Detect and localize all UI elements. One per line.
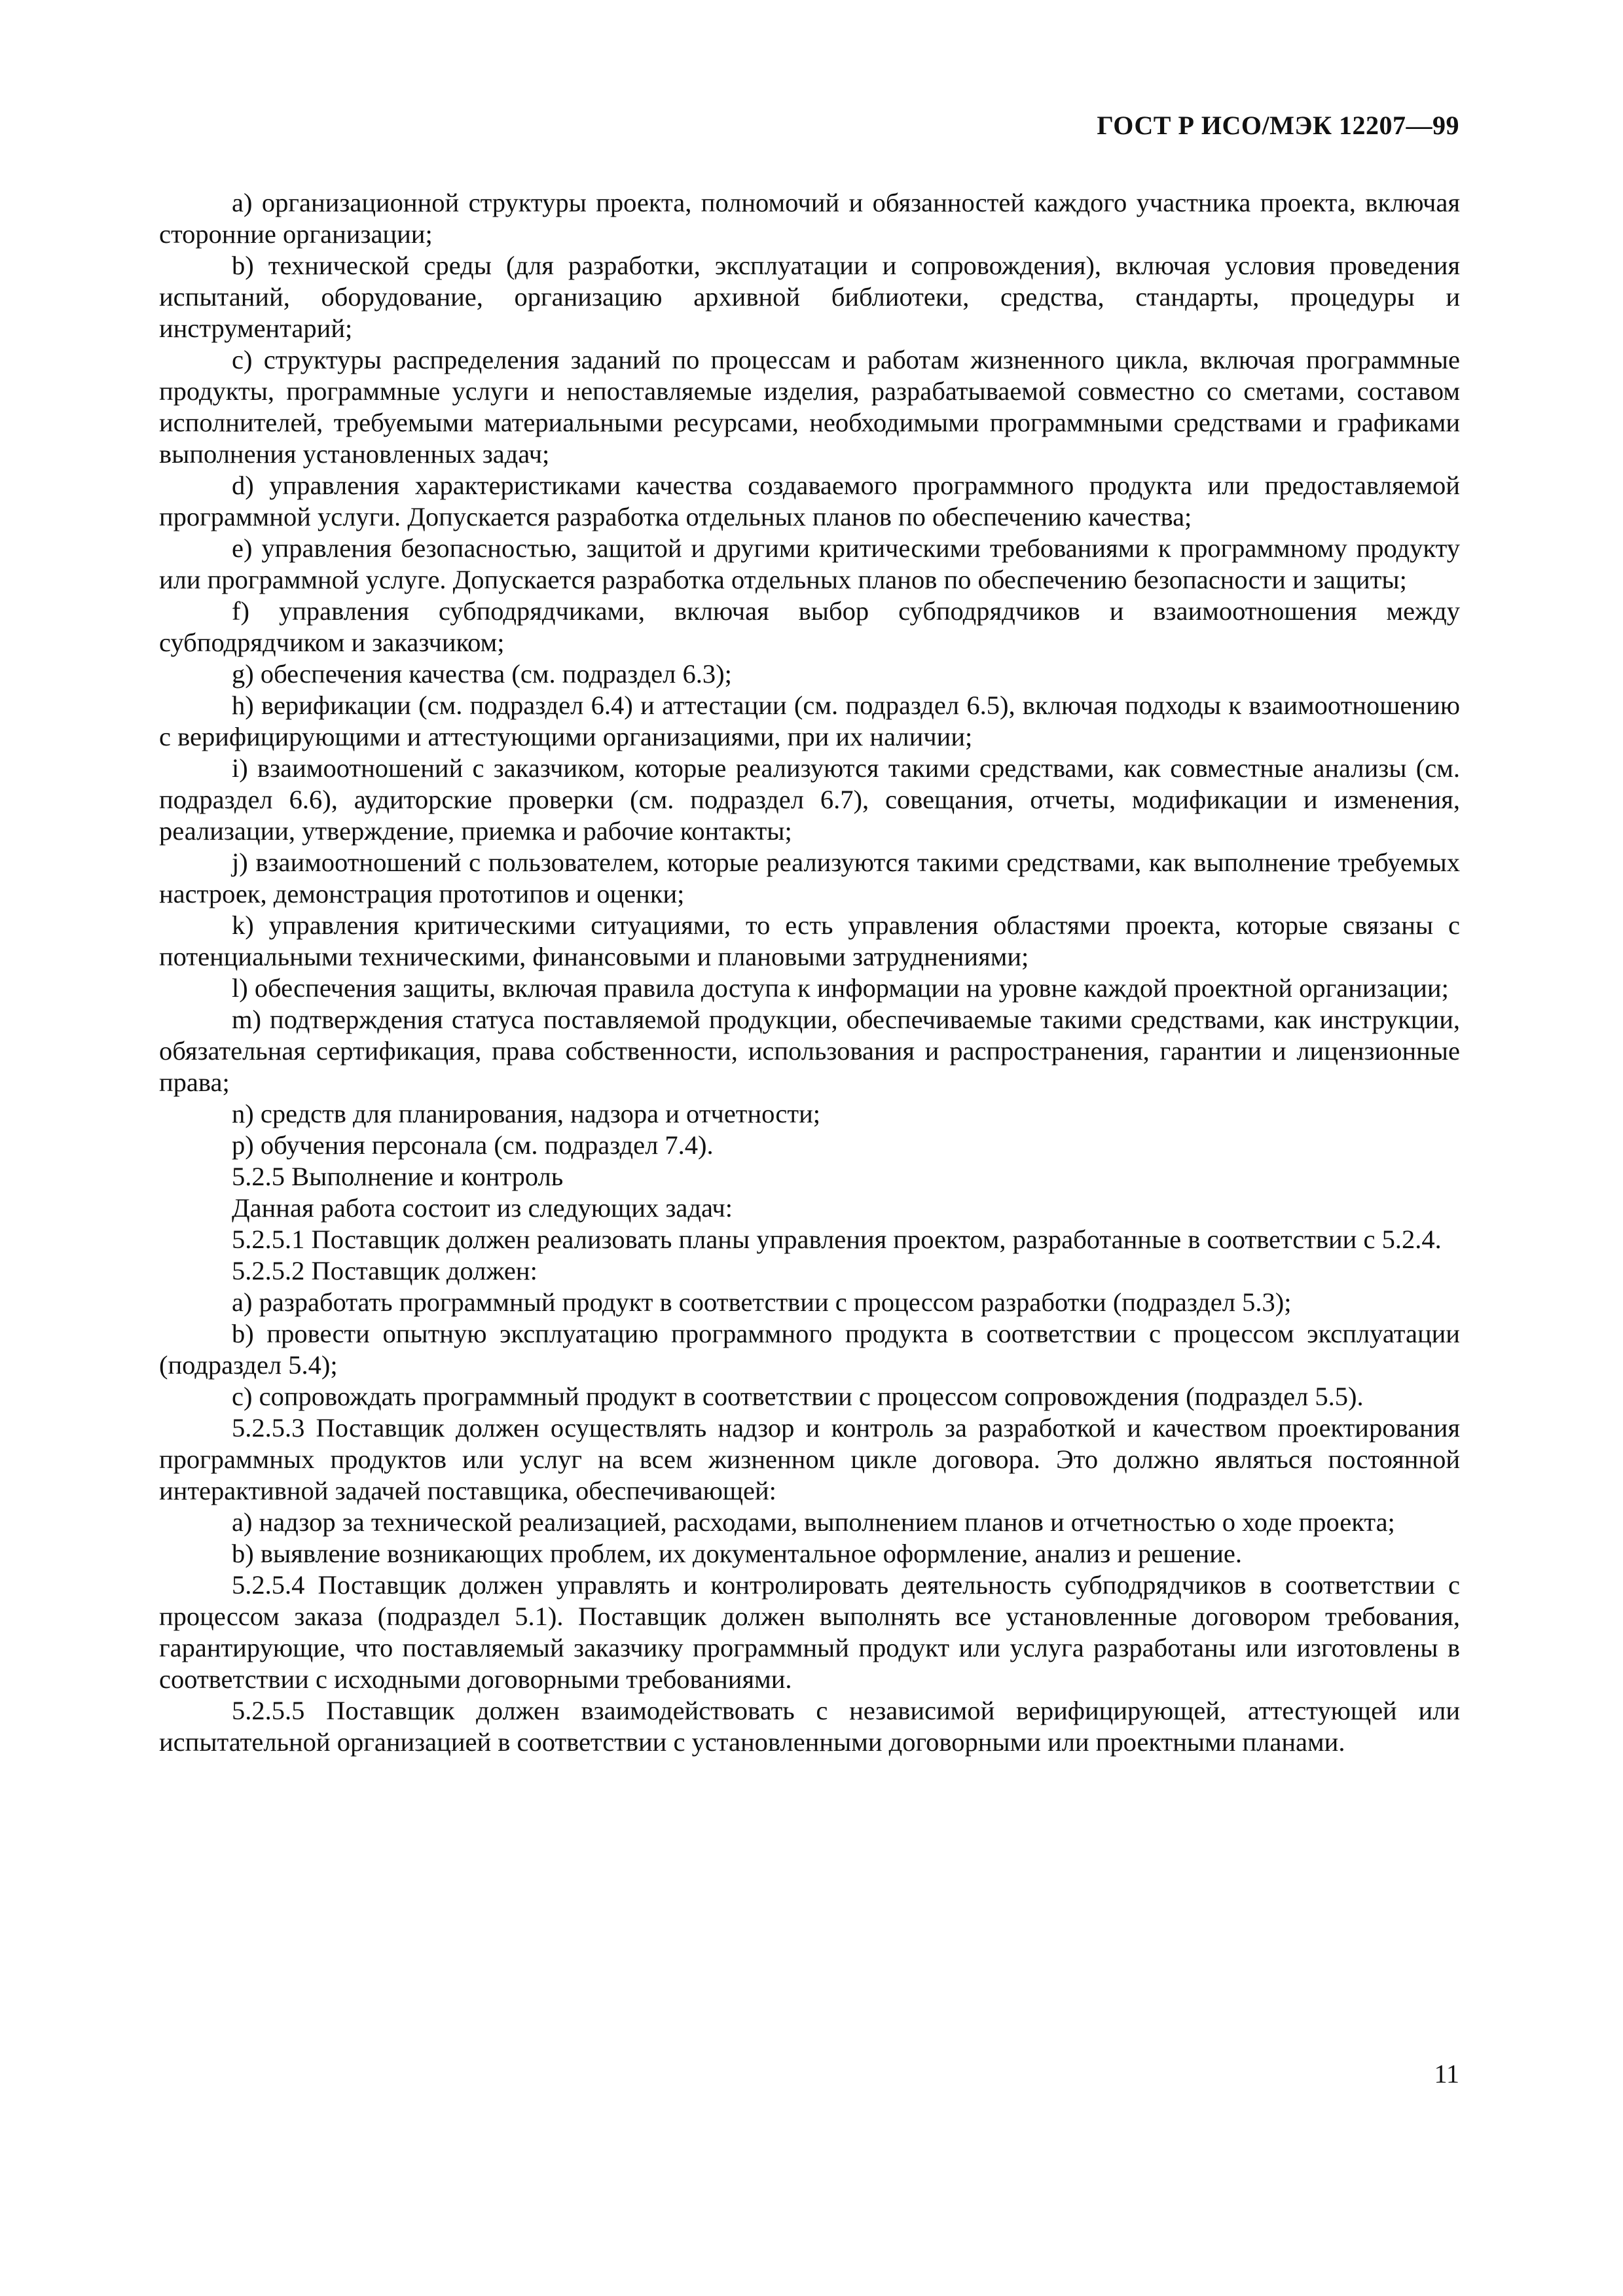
paragraph-3l: l) обеспечения защиты, включая правила доступа к информации на уровне каждой проектной организации; [232,973,1449,1003]
document-body [159,187,1460,1758]
clause-5-2-5-2: 5.2.5.2 Поставщик должен: [232,1256,538,1285]
paragraph-3j: j) взаимоотношений с пользователем, которые реализуются такими средствами, как выполнение требуемых настроек, демонстрация прототипов и оценки; [159,848,1460,908]
paragraph-3k: k) управления критическими ситуациями, то есть управления областями проекта, которые связаны с потенциальными техническими, финансовыми и плановыми затруднениями; [159,910,1460,971]
paragraph-3i: i) взаимоотношений с заказчиком, которые реализуются такими средствами, как совместные анализы (см. подраздел 6.6), аудиторские проверки (см. подраздел 6.7), совещания, отчеты, модификации и изменения, реализации, утверждение, приемка и рабочие контакты; [159,753,1460,846]
paragraph-3m: m) подтверждения статуса поставляемой продукции, обеспечиваемые такими средствами, как инструкции, обязательная сертификация, права собственности, использования и распространения, гарантии и лицензионные права; [159,1005,1460,1097]
section-heading-5-2-5: 5.2.5 Выполнение и контроль [232,1162,564,1191]
paragraph-intro: Данная работа состоит из следующих задач: [232,1193,733,1223]
paragraph-3n: n) средств для планирования, надзора и отчетности; [232,1099,821,1128]
clause-5-2-5-2-b: b) провести опытную эксплуатацию программного продукта в соответствии с процессом эксплуатации (подраздел 5.4); [159,1319,1460,1380]
paragraph-3c: с) структуры распределения заданий по процессам и работам жизненного цикла, включая программные продукты, программные услуги и непоставляемые изделия, разрабатываемой совместно со сметами, составом исполнителей, требуемыми материальными ресурсами, необходимыми программными средствами и графиками выполнения установленных задач; [159,345,1460,469]
paragraph-3f: f) управления субподрядчиками, включая выбор субподрядчиков и взаимоотношения между субподрядчиком и заказчиком; [159,596,1460,657]
paragraph-3d: d) управления характеристиками качества создаваемого программного продукта или предоставляемой программной услуги. Допускается разработка отдельных планов по обеспечению качества; [159,471,1460,531]
paragraph-3a: а) организационной структуры проекта, полномочий и обязанностей каждого участника проекта, включая сторонние организации; [159,188,1460,249]
clause-5-2-5-2-c: с) сопровождать программный продукт в соответствии с процессом сопровождения (подраздел 5.5). [232,1382,1364,1411]
paragraph-3b: b) технической среды (для разработки, эксплуатации и сопровождения), включая условия проведения испытаний, оборудование, организацию архивной библиотеки, средства, стандарты, процедуры и инструментарий; [159,251,1460,343]
clause-5-2-5-3-a: а) надзор за технической реализацией, расходами, выполнением планов и отчетностью о ходе проекта; [232,1507,1395,1537]
standard-header: ГОСТ Р ИСО/МЭК 12207—99 [1097,111,1459,140]
page-number: 11 [1434,2059,1459,2089]
clause-5-2-5-5: 5.2.5.5 Поставщик должен взаимодействовать с независимой верифицирующей, аттестующей или испытательной организацией в соответствии с установленными договорными или проектными планами. [159,1696,1460,1757]
clause-5-2-5-3-b: b) выявление возникающих проблем, их документальное оформление, анализ и решение. [232,1539,1242,1568]
clause-5-2-5-2-a: а) разработать программный продукт в соответствии с процессом разработки (подраздел 5.3); [232,1287,1292,1317]
clause-5-2-5-4: 5.2.5.4 Поставщик должен управлять и контролировать деятельность субподрядчиков в соответствии с процессом заказа (подраздел 5.1). Поставщик должен выполнять все установленные договором требования, гарантирующие, что поставляемый заказчику программный продукт или услуга разработаны или изготовлены в соответствии с исходными договорными требованиями. [159,1570,1460,1694]
paragraph-3h: h) верификации (см. подраздел 6.4) и аттестации (см. подраздел 6.5), включая подходы к взаимоотношению с верифицирующими и аттестующими организациями, при их наличии; [159,691,1460,751]
paragraph-3p: р) обучения персонала (см. подраздел 7.4). [232,1130,714,1160]
paragraph-3e: е) управления безопасностью, защитой и другими критическими требованиями к программному продукту или программной услуге. Допускается разработка отдельных планов по обеспечению безопасности и защиты; [159,533,1460,594]
clause-5-2-5-1: 5.2.5.1 Поставщик должен реализовать планы управления проектом, разработанные в соответствии с 5.2.4. [232,1225,1442,1254]
paragraph-3g: g) обеспечения качества (см. подраздел 6.3); [232,659,732,689]
clause-5-2-5-3: 5.2.5.3 Поставщик должен осуществлять надзор и контроль за разработкой и качеством проектирования программных продуктов или услуг на всем жизненном цикле договора. Это должно являться постоянной интерактивной задачей поставщика, обеспечивающей: [159,1413,1460,1505]
